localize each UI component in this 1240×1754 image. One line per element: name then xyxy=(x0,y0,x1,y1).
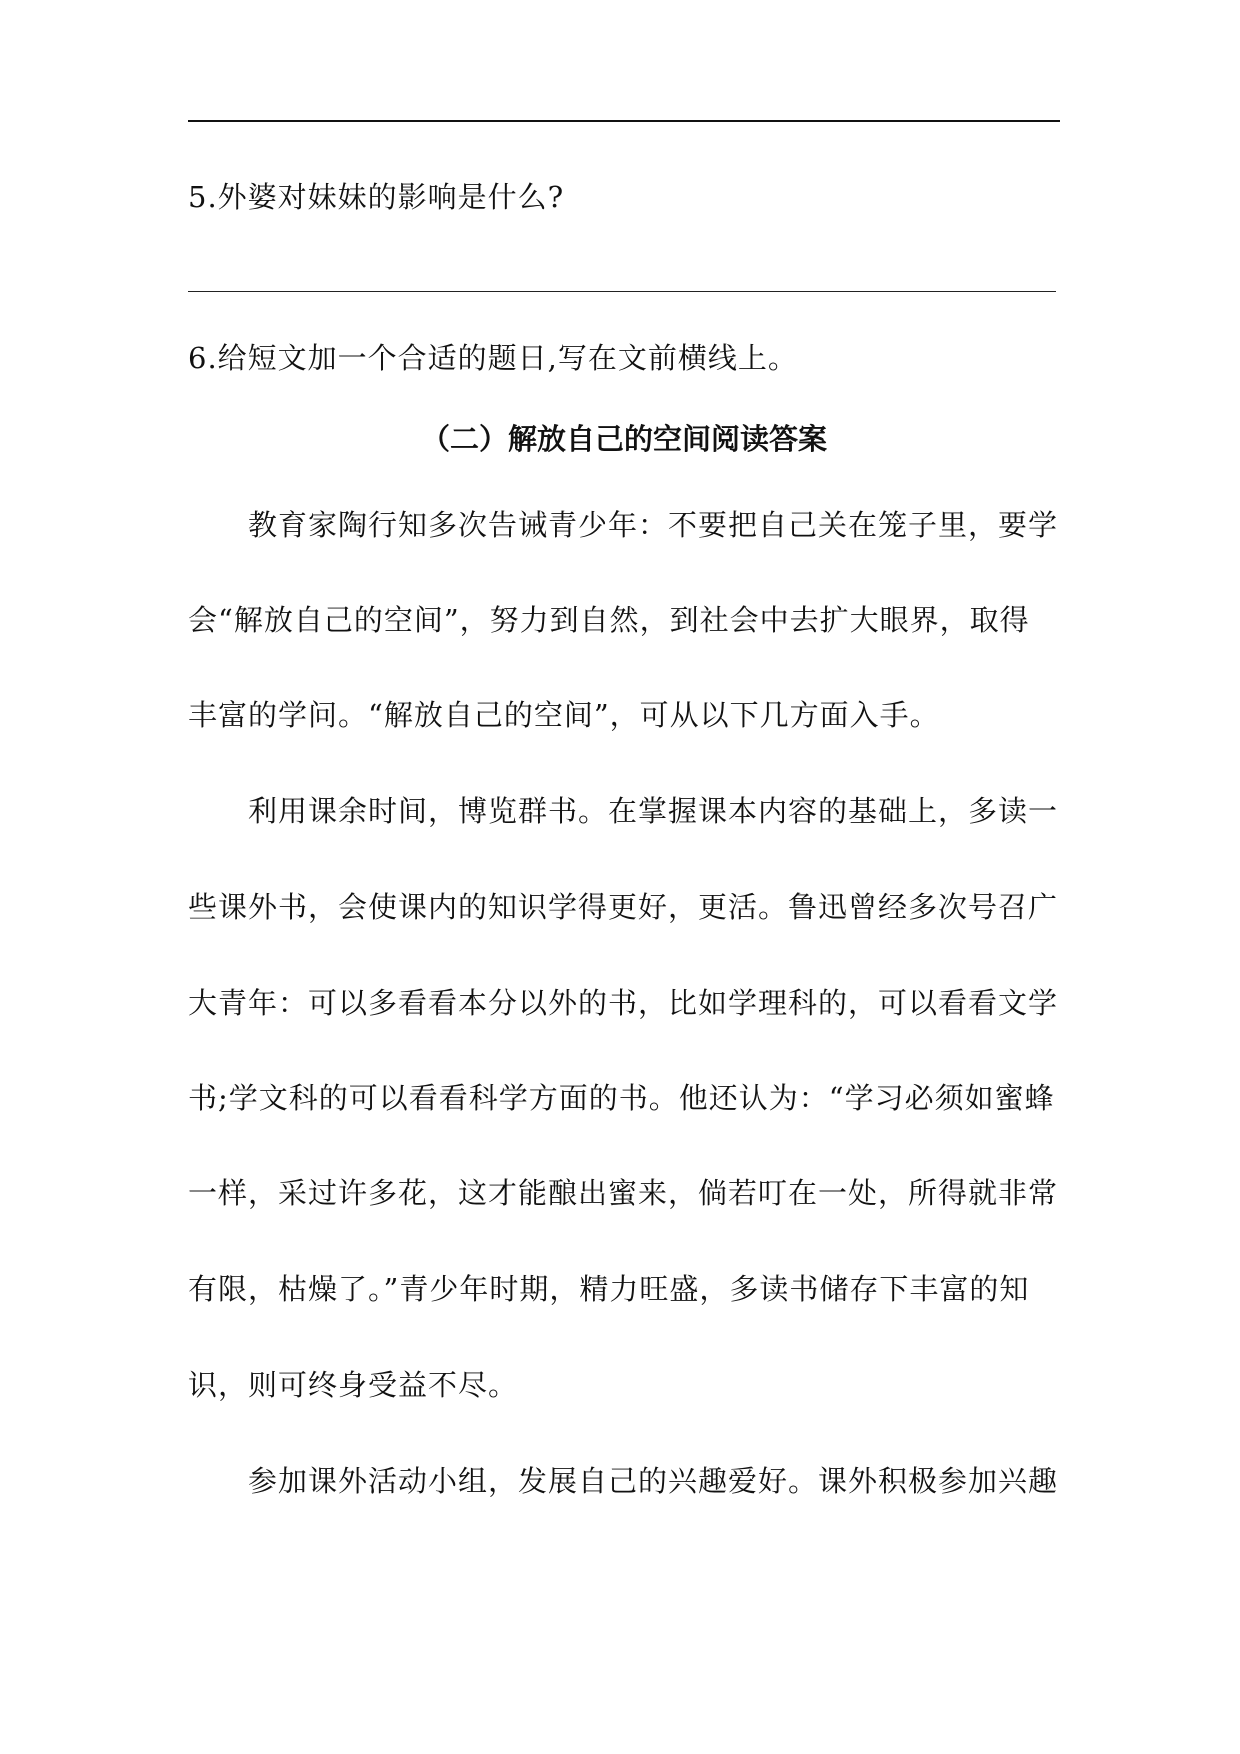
section-heading: （二）解放自己的空间阅读答案 xyxy=(420,422,827,456)
title-answer-line xyxy=(188,120,1060,122)
passage-line: 丰富的学问。“解放自己的空间”，可从以下几方面入手。 xyxy=(188,698,940,732)
passage-line: 识，则可终身受益不尽。 xyxy=(188,1368,519,1402)
passage-line: 会“解放自己的空间”，努力到自然，到社会中去扩大眼界，取得 xyxy=(188,603,1030,637)
passage-line: 教育家陶行知多次告诫青少年：不要把自己关在笼子里，要学 xyxy=(188,508,1059,542)
question-5: 5.外婆对妹妹的影响是什么? xyxy=(188,180,565,214)
passage-line: 些课外书，会使课内的知识学得更好，更活。鲁迅曾经多次号召广 xyxy=(188,890,1059,924)
passage-line: 有限，枯燥了。”青少年时期，精力旺盛，多读书储存下丰富的知 xyxy=(188,1272,1030,1306)
passage-line: 一样，采过许多花，这才能酿出蜜来，倘若叮在一处，所得就非常 xyxy=(188,1176,1059,1210)
question-6: 6.给短文加一个合适的题日,写在文前横线上。 xyxy=(188,341,798,375)
answer-line-5 xyxy=(188,291,1056,292)
passage-line: 利用课余时间，博览群书。在掌握课本内容的基础上，多读一 xyxy=(188,794,1059,828)
passage-line: 大青年：可以多看看本分以外的书，比如学理科的，可以看看文学 xyxy=(188,986,1059,1020)
passage-line: 参加课外活动小组，发展自己的兴趣爱好。课外积极参加兴趣 xyxy=(188,1464,1059,1498)
passage-line: 书;学文科的可以看看科学方面的书。他还认为：“学习必须如蜜蜂 xyxy=(188,1081,1055,1115)
